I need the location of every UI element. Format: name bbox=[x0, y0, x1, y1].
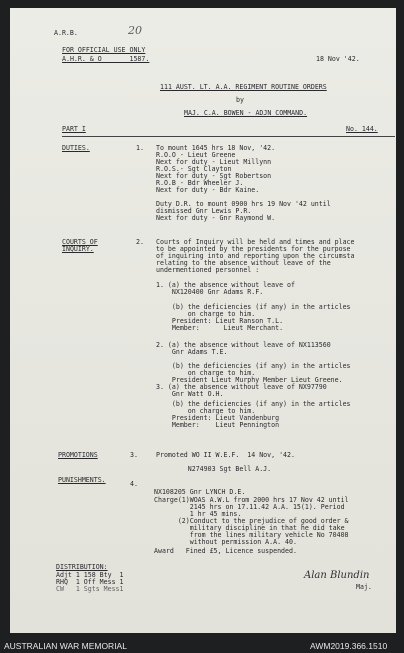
inquiry-item-line: Gnr Adams T.E. bbox=[156, 348, 228, 356]
distribution-line: CW 1 Sgts Mess1 bbox=[56, 585, 124, 593]
duties-line: Duty D.R. to mount 0900 hrs 19 Nov '42 until bbox=[156, 200, 331, 208]
document-page bbox=[10, 8, 396, 633]
punishment-line: from the lines military vehicle No 70408 bbox=[154, 531, 349, 539]
duties-line: Next for duty - Gnr Raymond W. bbox=[156, 214, 276, 222]
inquiry-item-line: President Lieut Murphy Member Lieut Greene. bbox=[156, 376, 343, 384]
duties-number: 1. bbox=[136, 144, 144, 152]
punishment-line: Charge(1)WOAS A.W.L from 2000 hrs 17 Nov 42 until bbox=[154, 496, 349, 504]
reference-number: A.H.R. & O 1587. bbox=[62, 55, 150, 63]
duties-line: R.O.O - Lieut Greene bbox=[156, 151, 236, 159]
duties-heading: DUTIES. bbox=[62, 144, 90, 152]
punishment-line: 2145 hrs on 17.11.42 A.A. 15(1). Period bbox=[154, 503, 345, 511]
archive-footer bbox=[0, 638, 404, 653]
inquiry-item-line: (b) the deficiencies (if any) in the articles bbox=[156, 400, 351, 408]
part-label: PART I bbox=[62, 125, 86, 133]
author-line: MAJ. C.A. BOWEN - ADJN COMMAND. bbox=[184, 109, 308, 117]
courts-intro-line: of inquiring into and reporting upon the circumsta bbox=[156, 252, 355, 260]
handwritten-note: 20 bbox=[128, 24, 142, 37]
punishment-line: Award Fined £5, Licence suspended. bbox=[154, 547, 297, 555]
promotions-line: Promoted WO II W.E.F. 14 Nov, '42. bbox=[156, 451, 295, 459]
courts-intro-line: to be appointed by the presidents for the purpose bbox=[156, 245, 351, 253]
punishment-line: military discipline in that he did take bbox=[154, 524, 345, 532]
footer-institution: AUSTRALIAN WAR MEMORIAL bbox=[4, 641, 127, 651]
courts-intro-line: Courts of Inquiry will be held and times and place bbox=[156, 238, 355, 246]
header-divider bbox=[62, 136, 395, 137]
promotions-line: N274903 Sgt Bell A.J. bbox=[156, 465, 272, 473]
promotions-heading: PROMOTIONS bbox=[58, 451, 98, 459]
inquiry-item-line: on charge to him. bbox=[156, 310, 256, 318]
distribution-line: RHQ 1 Off Mess 1 bbox=[56, 578, 124, 586]
duties-line: dismissed Gnr Lewis P.R. bbox=[156, 207, 252, 215]
courts-heading: INQUIRY. bbox=[62, 245, 94, 253]
courts-intro-line: relating to the absence without leave of the bbox=[156, 259, 331, 267]
punishment-line: 1 hr 45 mins. bbox=[154, 510, 242, 518]
inquiry-item-line: Member: Lieut Pennington bbox=[156, 421, 280, 429]
inquiry-item-line: 1. (a) the absence without leave of bbox=[156, 281, 295, 289]
duties-line: Next for duty - Sgt Robertson bbox=[156, 172, 272, 180]
distribution-line: Adjt 1 158 Bty 1 bbox=[56, 571, 124, 579]
inquiry-item-line: Gnr Watt O.H. bbox=[156, 390, 224, 398]
distribution-heading: DISTRIBUTION: bbox=[56, 563, 108, 571]
inquiry-item-line: (b) the deficiencies (if any) in the articles bbox=[156, 362, 351, 370]
by-label: by bbox=[236, 96, 244, 104]
footer-item-id: AWM2019.366.1510 bbox=[310, 641, 388, 651]
inquiry-item-line: on charge to him. bbox=[156, 407, 256, 415]
document-date: 18 Nov '42. bbox=[316, 55, 360, 63]
signature-title: Maj. bbox=[356, 583, 372, 591]
punishments-heading: PUNISHMENTS. bbox=[58, 476, 106, 484]
punishments-number: 4. bbox=[130, 480, 138, 488]
duties-line: To mount 1645 hrs 18 Nov, '42. bbox=[156, 144, 276, 152]
inquiry-item-line: (b) the deficiencies (if any) in the articles bbox=[156, 303, 351, 311]
duties-line: Next for duty - Bdr Kaine. bbox=[156, 186, 260, 194]
official-use-label: FOR OFFICIAL USE ONLY bbox=[62, 46, 146, 54]
inquiry-item-line: on charge to him. bbox=[156, 369, 256, 377]
punishment-line: NX108205 Gnr LYNCH D.E. bbox=[154, 488, 246, 496]
inquiry-item-line: Member: Lieut Merchant. bbox=[156, 324, 284, 332]
punishment-line: without permission A.A. 40. bbox=[154, 538, 297, 546]
document-title: 111 AUST. LT. A.A. REGIMENT ROUTINE ORDERS bbox=[160, 83, 327, 91]
duties-line: Next for duty - Lieut Millynn bbox=[156, 158, 272, 166]
promotions-number: 3. bbox=[130, 451, 138, 459]
top-left-mark: A.R.B. bbox=[54, 29, 78, 37]
duties-line: R.O.B - Bdr Wheeler J. bbox=[156, 179, 244, 187]
inquiry-item-line: President: Lieut Vandenburg bbox=[156, 414, 280, 422]
inquiry-item-line: NX120400 Gnr Adams R.F. bbox=[156, 288, 264, 296]
duties-line: R.O.S.- Sgt Clayton bbox=[156, 165, 232, 173]
handwritten-signature: Alan Blundin bbox=[304, 570, 370, 581]
inquiry-item-line: 2. (a) the absence without leave of NX113560 bbox=[156, 341, 331, 349]
courts-intro-line: undermentioned personnel : bbox=[156, 266, 260, 274]
courts-number: 2. bbox=[136, 238, 144, 246]
order-number: No. 144. bbox=[346, 125, 378, 133]
punishment-line: (2)Conduct to the prejudice of good order & bbox=[154, 517, 349, 525]
inquiry-item-line: President: Lieut Ranson T.L. bbox=[156, 317, 284, 325]
courts-heading: COURTS OF bbox=[62, 238, 98, 246]
inquiry-item-line: 3. (a) the absence without leave of NX97790 bbox=[156, 383, 327, 391]
